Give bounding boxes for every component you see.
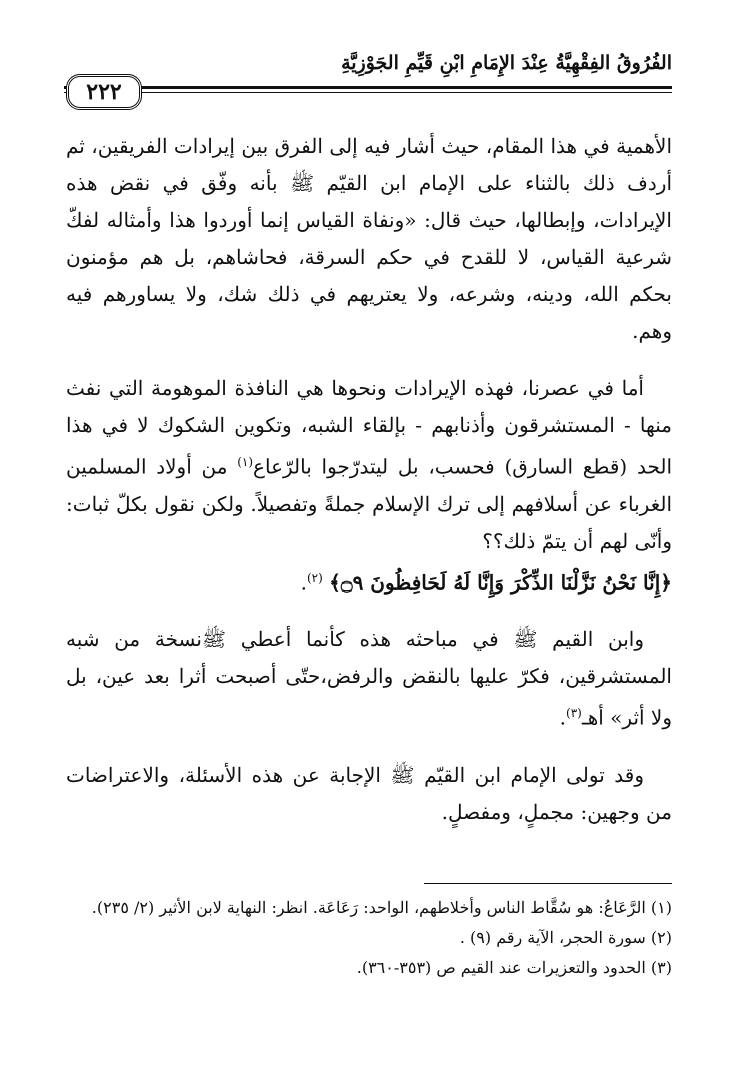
paragraph-3	[66, 621, 672, 737]
paragraph-2-part-b: من أولاد المسلمين الغرباء عن أسلافهم إلى ترك الإسلام جملةً وتفصيلاً. ولكن نقول بكلّ ثبات: وأنّى لهم أن يتمّ ذلك؟؟	[66, 454, 672, 553]
period-mark-2: .	[559, 705, 567, 730]
footnote-separator	[424, 883, 672, 884]
footnotes	[66, 893, 672, 983]
paragraph-2-part-a: أما في عصرنا، فهذه الإيرادات ونحوها هي النافذة الموهومة التي نفث منها - المستشرقون وأذنابهم - بإلقاء الشبه، وتكوين الشكوك لا في هذا الحد (قطع السارق) فحسب، بل ليتدرّجوا بالرّعاع	[66, 376, 673, 479]
footnote-ref-2[interactable]: (٢)	[306, 570, 323, 585]
main-text	[66, 128, 672, 851]
paragraph-1: الأهمية في هذا المقام، حيث أشار فيه إلى الفرق بين إيرادات الفريقين، ثم أردف ذلك بالثناء على الإمام ابن القيّم ﷺ بأنه وفّق في نقض هذه الإيرادات، وإبطالها، حيث قال: «ونفاة القياس إنما أوردوا هذا وأمثاله لفكّ شرعية القياس، لا للقدح في حكم السرقة، فحاشاهم، بل هم مؤمنون بحكم الله، ودينه، وشرعه، ولا يعتريهم في ذلك شك، ولا يساورهم فيه وهم.	[66, 134, 672, 343]
footnote-2: (٢) سورة الحجر، الآية رقم (٩) .	[459, 928, 672, 947]
page-number: ٢٢٢	[66, 74, 142, 110]
paragraph-2	[66, 370, 672, 601]
paragraph-4: وقد تولى الإمام ابن القيّم ﷺ الإجابة عن هذه الأسئلة، والاعتراضات من وجهين: مجملٍ، ومفصلٍ.	[66, 762, 672, 824]
footnote-ref-1[interactable]: (١)	[237, 455, 254, 469]
running-title: الفُرُوقُ الفِقْهِيَّةُ عِنْدَ الإِمَامِ ابْنِ قَيِّمِ الجَوْزِيَّةِ	[341, 52, 672, 74]
footnote-ref-3[interactable]: (٣)	[566, 706, 582, 721]
period-mark: .	[300, 570, 307, 595]
footnote-3: (٣) الحدود والتعزيرات عند القيم ص (٣٥٣-٣٦٠).	[356, 958, 672, 977]
header-rule-thick	[64, 86, 672, 89]
paragraph-3-text: وابن القيم ﷺ في مباحثه هذه كأنما أعطي ﷺنسخة من شبه المستشرقين، فكرّ عليها بالنقض والرفض،حتّى أصبحت أثرا بعد عين، بل ولا أثر» أهـ	[66, 627, 672, 730]
header-rule-thin	[64, 92, 672, 93]
quran-verse: ﴿إِنَّا نَحْنُ نَزَّلْنَا الذِّكْرَ وَإِنَّا لَهُ لَحَافِظُونَ ۝٩﴾	[329, 570, 672, 595]
page-header	[64, 52, 672, 112]
footnote-1: (١) الرَّعَاعُ: هو سُقَّاط الناس وأخلاطهم، الواحد: رَعَاعَة. انظر: النهاية لابن الأثير (٢/ ٢٣٥).	[91, 898, 672, 917]
